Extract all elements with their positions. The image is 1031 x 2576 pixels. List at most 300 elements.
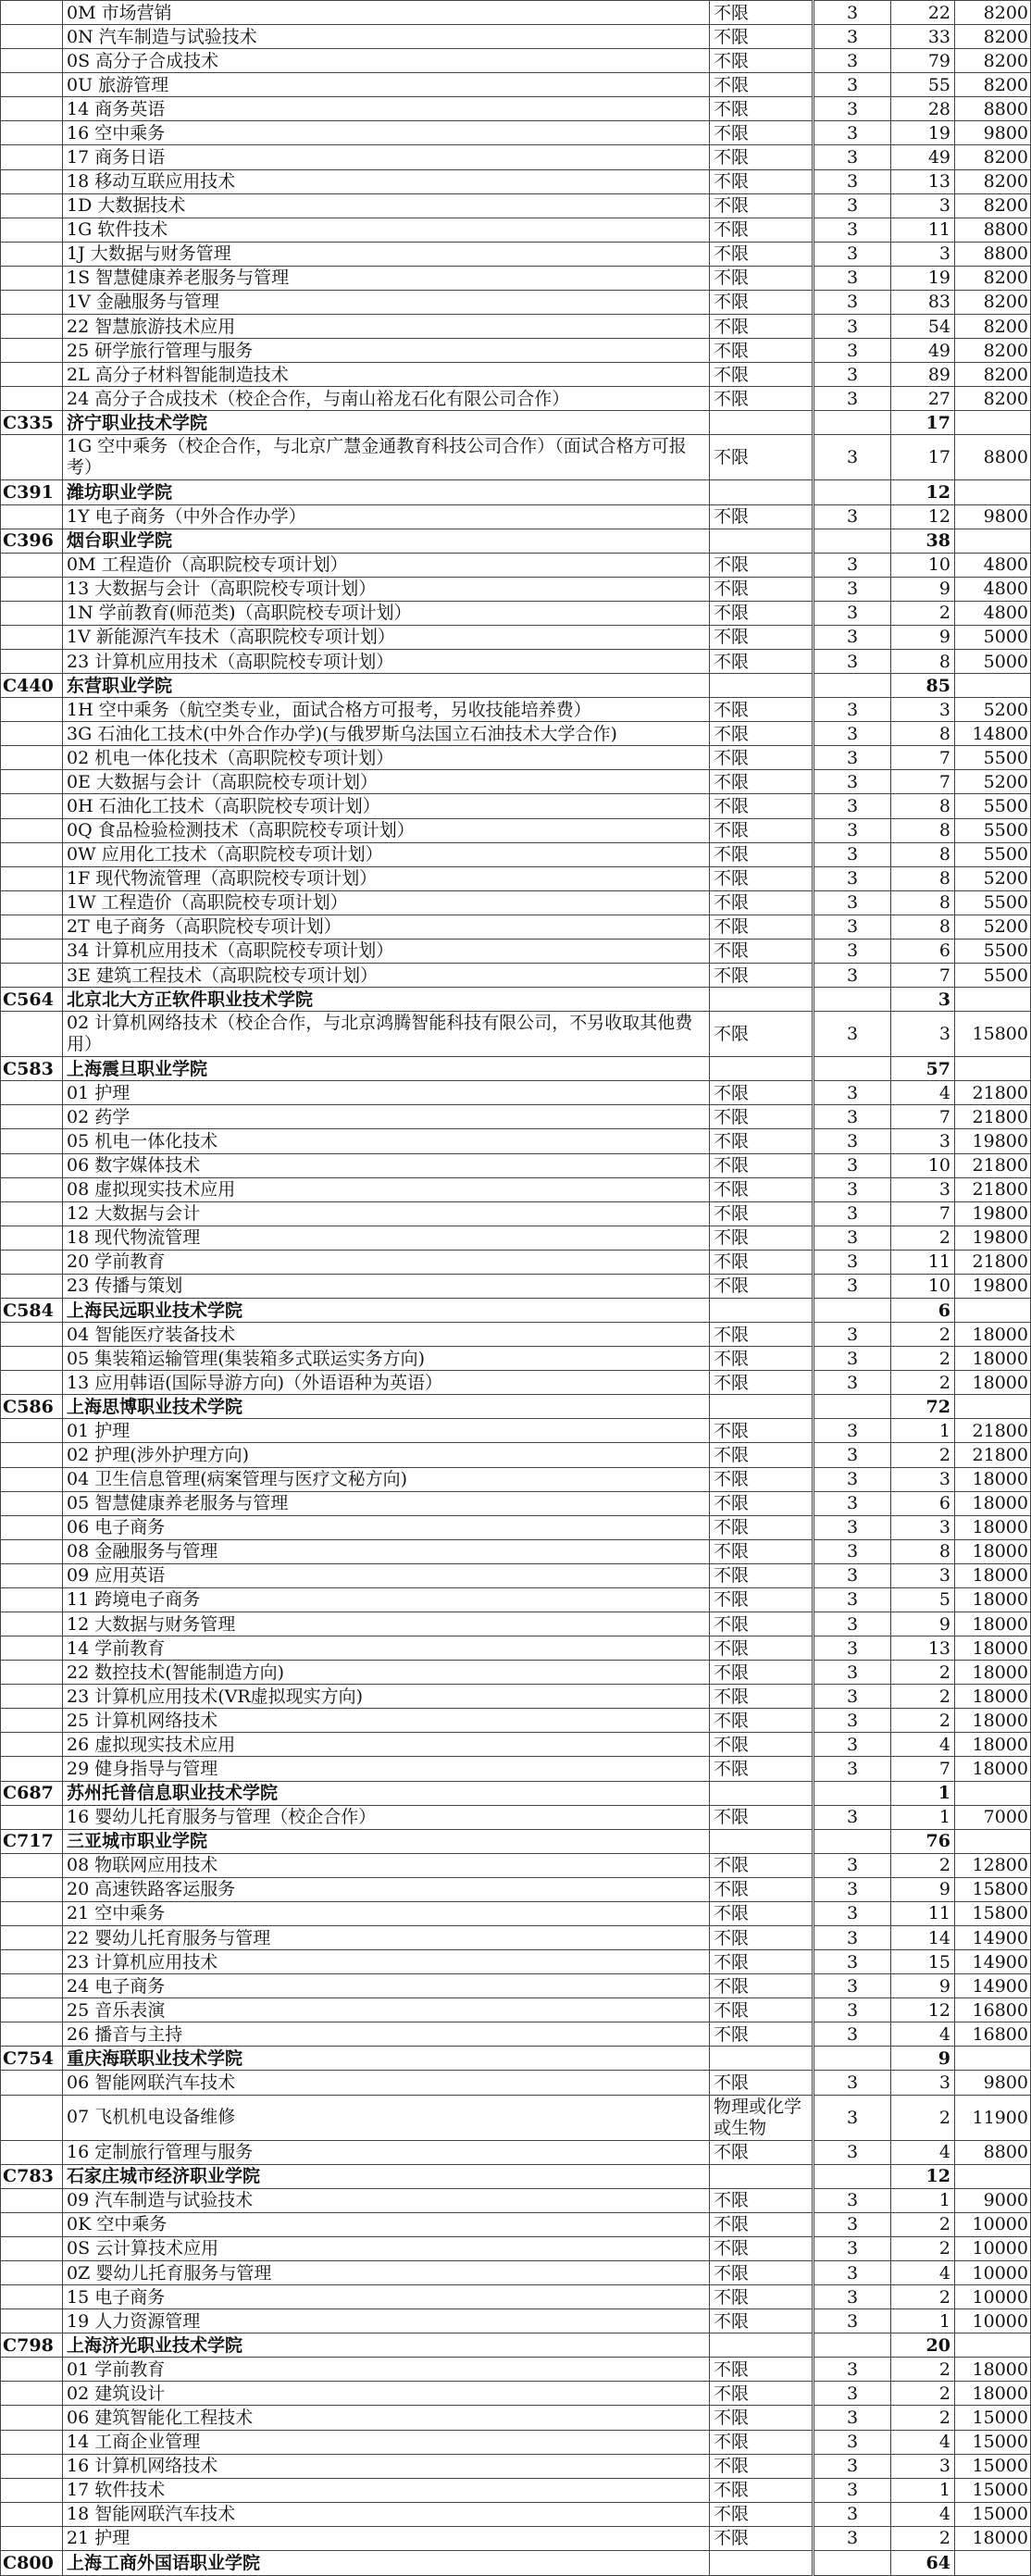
plan-count-cell: 8 xyxy=(891,722,955,746)
program-name-cell: 13 大数据与会计（高职院校专项计划） xyxy=(63,577,710,601)
duration-years-cell: 3 xyxy=(814,1371,891,1395)
duration-years-cell xyxy=(814,529,891,553)
plan-count-cell: 2 xyxy=(891,2358,955,2382)
tuition-fee-cell: 5500 xyxy=(955,842,1031,866)
subject-requirement-cell: 不限 xyxy=(710,2478,814,2502)
program-row xyxy=(1,625,1031,649)
tuition-fee-cell: 16800 xyxy=(955,2022,1031,2047)
program-row xyxy=(1,866,1031,890)
plan-count-cell: 2 xyxy=(891,1347,955,1371)
program-row xyxy=(1,1974,1031,1998)
subject-requirement-cell: 不限 xyxy=(710,1926,814,1950)
program-name-cell: 21 空中乘务 xyxy=(63,1901,710,1925)
plan-count-cell: 17 xyxy=(891,411,955,435)
subject-requirement-cell: 不限 xyxy=(710,1612,814,1636)
plan-count-cell: 13 xyxy=(891,169,955,193)
school-code-cell xyxy=(1,1443,63,1467)
school-code-cell xyxy=(1,818,63,842)
tuition-fee-cell: 18000 xyxy=(955,1733,1031,1757)
plan-count-cell: 4 xyxy=(891,2430,955,2454)
program-row xyxy=(1,290,1031,314)
subject-requirement-cell xyxy=(710,2164,814,2188)
program-row xyxy=(1,1998,1031,2022)
subject-requirement-cell: 不限 xyxy=(710,2406,814,2430)
program-name-cell: 12 大数据与会计 xyxy=(63,1201,710,1226)
duration-years-cell: 3 xyxy=(814,49,891,73)
subject-requirement-cell: 不限 xyxy=(710,1129,814,1153)
program-name-cell: 01 护理 xyxy=(63,1419,710,1443)
plan-count-cell: 1 xyxy=(891,1419,955,1443)
program-row xyxy=(1,2478,1031,2502)
tuition-fee-cell: 10000 xyxy=(955,2236,1031,2260)
duration-years-cell: 3 xyxy=(814,2260,891,2284)
program-row xyxy=(1,818,1031,842)
program-row xyxy=(1,601,1031,625)
subject-requirement-cell: 不限 xyxy=(710,1901,814,1925)
school-name-cell: 上海思博职业技术学院 xyxy=(63,1395,710,1419)
subject-requirement-cell: 不限 xyxy=(710,97,814,121)
school-code-cell xyxy=(1,242,63,266)
school-code-cell xyxy=(1,1274,63,1298)
school-name-cell: 石家庄城市经济职业学院 xyxy=(63,2164,710,2188)
duration-years-cell: 3 xyxy=(814,218,891,242)
program-row xyxy=(1,649,1031,673)
school-name-cell: 苏州托普信息职业技术学院 xyxy=(63,1781,710,1805)
duration-years-cell: 3 xyxy=(814,2382,891,2406)
school-code-cell xyxy=(1,1323,63,1347)
program-row xyxy=(1,1612,1031,1636)
plan-count-cell: 55 xyxy=(891,73,955,97)
program-row xyxy=(1,218,1031,242)
tuition-fee-cell: 19800 xyxy=(955,1201,1031,1226)
school-code-cell xyxy=(1,1515,63,1539)
tuition-fee-cell: 4800 xyxy=(955,601,1031,625)
subject-requirement-cell: 不限 xyxy=(710,1012,814,1057)
duration-years-cell xyxy=(814,1829,891,1853)
plan-count-cell: 8 xyxy=(891,915,955,939)
program-name-cell: 05 集装箱运输管理(集装箱多式联运实务方向) xyxy=(63,1347,710,1371)
duration-years-cell xyxy=(814,1298,891,1322)
program-row xyxy=(1,2454,1031,2478)
plan-count-cell: 54 xyxy=(891,315,955,339)
plan-count-cell: 3 xyxy=(891,988,955,1012)
plan-count-cell: 3 xyxy=(891,1563,955,1587)
tuition-fee-cell: 5500 xyxy=(955,818,1031,842)
plan-count-cell: 8 xyxy=(891,818,955,842)
plan-count-cell: 9 xyxy=(891,1974,955,1998)
subject-requirement-cell: 不限 xyxy=(710,2526,814,2550)
subject-requirement-cell: 不限 xyxy=(710,169,814,193)
plan-count-cell: 4 xyxy=(891,2140,955,2164)
program-row xyxy=(1,1926,1031,1950)
school-code-cell xyxy=(1,2502,63,2526)
plan-count-cell: 9 xyxy=(891,1612,955,1636)
program-name-cell: 23 计算机应用技术 xyxy=(63,1950,710,1974)
program-name-cell: 1F 现代物流管理（高职院校专项计划） xyxy=(63,866,710,890)
program-row xyxy=(1,2260,1031,2284)
program-row xyxy=(1,1685,1031,1709)
subject-requirement-cell: 不限 xyxy=(710,1757,814,1781)
duration-years-cell: 3 xyxy=(814,1685,891,1709)
tuition-fee-cell: 8800 xyxy=(955,242,1031,266)
tuition-fee-cell: 18000 xyxy=(955,2526,1031,2550)
program-name-cell: 05 机电一体化技术 xyxy=(63,1129,710,1153)
tuition-fee-cell: 18000 xyxy=(955,1661,1031,1685)
tuition-fee-cell: 8200 xyxy=(955,387,1031,411)
program-row xyxy=(1,1012,1031,1057)
school-code-cell xyxy=(1,2526,63,2550)
plan-count-cell: 19 xyxy=(891,266,955,290)
program-row xyxy=(1,2358,1031,2382)
duration-years-cell: 3 xyxy=(814,1563,891,1587)
school-code-cell xyxy=(1,339,63,363)
program-row xyxy=(1,193,1031,218)
school-code-cell xyxy=(1,169,63,193)
program-name-cell: 16 婴幼儿托育服务与管理（校企合作） xyxy=(63,1805,710,1829)
plan-count-cell: 3 xyxy=(891,2454,955,2478)
school-header-row xyxy=(1,674,1031,698)
program-row xyxy=(1,1,1031,25)
program-row xyxy=(1,121,1031,145)
duration-years-cell: 3 xyxy=(814,866,891,890)
subject-requirement-cell: 不限 xyxy=(710,145,814,169)
tuition-fee-cell xyxy=(955,1298,1031,1322)
duration-years-cell: 3 xyxy=(814,1757,891,1781)
duration-years-cell: 3 xyxy=(814,939,891,963)
plan-count-cell: 3 xyxy=(891,2071,955,2095)
duration-years-cell: 3 xyxy=(814,2478,891,2502)
duration-years-cell: 3 xyxy=(814,794,891,818)
plan-count-cell: 11 xyxy=(891,218,955,242)
plan-count-cell: 4 xyxy=(891,2260,955,2284)
school-name-cell: 重庆海联职业技术学院 xyxy=(63,2047,710,2071)
plan-count-cell: 1 xyxy=(891,1805,955,1829)
school-code-cell xyxy=(1,2406,63,2430)
program-name-cell: 16 定制旅行管理与服务 xyxy=(63,2140,710,2164)
subject-requirement-cell: 不限 xyxy=(710,315,814,339)
program-name-cell: 1S 智慧健康养老服务与管理 xyxy=(63,266,710,290)
program-name-cell: 2L 高分子材料智能制造技术 xyxy=(63,363,710,387)
tuition-fee-cell: 21800 xyxy=(955,1419,1031,1443)
program-name-cell: 22 数控技术(智能制造方向) xyxy=(63,1661,710,1685)
tuition-fee-cell: 8800 xyxy=(955,435,1031,480)
subject-requirement-cell: 不限 xyxy=(710,1563,814,1587)
program-row xyxy=(1,2382,1031,2406)
school-code-cell xyxy=(1,794,63,818)
program-name-cell: 25 音乐表演 xyxy=(63,1998,710,2022)
school-code-cell xyxy=(1,2188,63,2212)
program-name-cell: 22 婴幼儿托育服务与管理 xyxy=(63,1926,710,1950)
school-name-cell: 三亚城市职业学院 xyxy=(63,1829,710,1853)
subject-requirement-cell: 不限 xyxy=(710,1950,814,1974)
program-row xyxy=(1,1371,1031,1395)
duration-years-cell: 3 xyxy=(814,315,891,339)
tuition-fee-cell: 8200 xyxy=(955,290,1031,314)
plan-count-cell: 10 xyxy=(891,1274,955,1298)
duration-years-cell: 3 xyxy=(814,1105,891,1129)
plan-count-cell: 28 xyxy=(891,97,955,121)
program-row xyxy=(1,1515,1031,1539)
duration-years-cell: 3 xyxy=(814,1539,891,1563)
school-code-cell: C440 xyxy=(1,674,63,698)
program-name-cell: 23 计算机应用技术（高职院校专项计划） xyxy=(63,649,710,673)
program-name-cell: 1Y 电子商务（中外合作办学） xyxy=(63,504,710,529)
subject-requirement-cell: 不限 xyxy=(710,601,814,625)
plan-count-cell: 20 xyxy=(891,2333,955,2358)
program-name-cell: 1W 工程造价（高职院校专项计划） xyxy=(63,890,710,915)
school-code-cell xyxy=(1,2095,63,2140)
program-name-cell: 0W 应用化工技术（高职院校专项计划） xyxy=(63,842,710,866)
subject-requirement-cell: 不限 xyxy=(710,1877,814,1901)
plan-count-cell: 12 xyxy=(891,1998,955,2022)
school-code-cell xyxy=(1,49,63,73)
school-header-row xyxy=(1,988,1031,1012)
program-row xyxy=(1,1274,1031,1298)
program-row xyxy=(1,387,1031,411)
school-code-cell xyxy=(1,770,63,794)
plan-count-cell: 89 xyxy=(891,363,955,387)
program-name-cell: 18 智能网联汽车技术 xyxy=(63,2502,710,2526)
tuition-fee-cell xyxy=(955,988,1031,1012)
duration-years-cell: 3 xyxy=(814,625,891,649)
plan-count-cell: 3 xyxy=(891,1467,955,1491)
subject-requirement-cell: 不限 xyxy=(710,193,814,218)
tuition-fee-cell: 18000 xyxy=(955,1467,1031,1491)
school-code-cell xyxy=(1,121,63,145)
duration-years-cell: 3 xyxy=(814,1250,891,1274)
subject-requirement-cell xyxy=(710,1781,814,1805)
subject-requirement-cell xyxy=(710,480,814,504)
program-row xyxy=(1,1491,1031,1515)
program-row xyxy=(1,2188,1031,2212)
program-name-cell: 19 人力资源管理 xyxy=(63,2309,710,2333)
plan-count-cell: 1 xyxy=(891,2309,955,2333)
tuition-fee-cell: 9000 xyxy=(955,2188,1031,2212)
plan-count-cell: 12 xyxy=(891,504,955,529)
program-row xyxy=(1,1250,1031,1274)
subject-requirement-cell: 不限 xyxy=(710,2285,814,2309)
plan-count-cell: 33 xyxy=(891,25,955,49)
program-name-cell: 1V 新能源汽车技术（高职院校专项计划） xyxy=(63,625,710,649)
tuition-fee-cell xyxy=(955,1057,1031,1081)
program-name-cell: 05 智慧健康养老服务与管理 xyxy=(63,1491,710,1515)
duration-years-cell: 3 xyxy=(814,1709,891,1733)
program-name-cell: 02 护理(涉外护理方向) xyxy=(63,1443,710,1467)
program-row xyxy=(1,49,1031,73)
program-name-cell: 14 工商企业管理 xyxy=(63,2430,710,2454)
program-row xyxy=(1,169,1031,193)
plan-count-cell: 49 xyxy=(891,339,955,363)
program-name-cell: 20 高速铁路客运服务 xyxy=(63,1877,710,1901)
program-row xyxy=(1,1950,1031,1974)
plan-count-cell: 13 xyxy=(891,1636,955,1661)
program-name-cell: 23 传播与策划 xyxy=(63,1274,710,1298)
program-name-cell: 08 物联网应用技术 xyxy=(63,1853,710,1877)
subject-requirement-cell: 不限 xyxy=(710,842,814,866)
plan-count-cell: 85 xyxy=(891,674,955,698)
school-code-cell xyxy=(1,1371,63,1395)
school-code-cell xyxy=(1,842,63,866)
program-name-cell: 18 移动互联应用技术 xyxy=(63,169,710,193)
plan-count-cell: 1 xyxy=(891,2188,955,2212)
subject-requirement-cell: 不限 xyxy=(710,2358,814,2382)
duration-years-cell: 3 xyxy=(814,2022,891,2047)
tuition-fee-cell: 8200 xyxy=(955,145,1031,169)
duration-years-cell: 3 xyxy=(814,1612,891,1636)
school-code-cell xyxy=(1,1226,63,1250)
school-code-cell xyxy=(1,1105,63,1129)
school-code-cell xyxy=(1,1539,63,1563)
duration-years-cell: 3 xyxy=(814,722,891,746)
plan-count-cell: 2 xyxy=(891,1443,955,1467)
tuition-fee-cell: 8200 xyxy=(955,315,1031,339)
plan-count-cell: 6 xyxy=(891,1491,955,1515)
tuition-fee-cell: 9800 xyxy=(955,504,1031,529)
duration-years-cell xyxy=(814,480,891,504)
plan-count-cell: 8 xyxy=(891,794,955,818)
program-name-cell: 14 商务英语 xyxy=(63,97,710,121)
tuition-fee-cell: 9800 xyxy=(955,121,1031,145)
tuition-fee-cell: 21800 xyxy=(955,1105,1031,1129)
duration-years-cell: 3 xyxy=(814,121,891,145)
tuition-fee-cell: 18000 xyxy=(955,1491,1031,1515)
tuition-fee-cell xyxy=(955,480,1031,504)
plan-count-cell: 15 xyxy=(891,1950,955,1974)
duration-years-cell: 3 xyxy=(814,2454,891,2478)
program-name-cell: 1J 大数据与财务管理 xyxy=(63,242,710,266)
duration-years-cell: 3 xyxy=(814,2430,891,2454)
school-code-cell: C335 xyxy=(1,411,63,435)
school-code-cell: C687 xyxy=(1,1781,63,1805)
program-name-cell: 0K 空中乘务 xyxy=(63,2212,710,2236)
school-code-cell xyxy=(1,363,63,387)
program-row xyxy=(1,1201,1031,1226)
program-row xyxy=(1,1177,1031,1201)
subject-requirement-cell: 不限 xyxy=(710,1853,814,1877)
duration-years-cell: 3 xyxy=(814,698,891,722)
program-name-cell: 09 汽车制造与试验技术 xyxy=(63,2188,710,2212)
subject-requirement-cell: 不限 xyxy=(710,553,814,577)
duration-years-cell: 3 xyxy=(814,1467,891,1491)
plan-count-cell: 64 xyxy=(891,2550,955,2575)
tuition-fee-cell: 4800 xyxy=(955,553,1031,577)
duration-years-cell xyxy=(814,2550,891,2575)
plan-count-cell: 8 xyxy=(891,1539,955,1563)
plan-count-cell: 2 xyxy=(891,1371,955,1395)
plan-count-cell: 4 xyxy=(891,1733,955,1757)
school-code-cell xyxy=(1,387,63,411)
duration-years-cell: 3 xyxy=(814,1347,891,1371)
duration-years-cell: 3 xyxy=(814,2071,891,2095)
program-name-cell: 17 商务日语 xyxy=(63,145,710,169)
school-code-cell xyxy=(1,1877,63,1901)
duration-years-cell: 3 xyxy=(814,339,891,363)
tuition-fee-cell xyxy=(955,2550,1031,2575)
school-code-cell xyxy=(1,2430,63,2454)
program-name-cell: 09 应用英语 xyxy=(63,1563,710,1587)
plan-count-cell: 7 xyxy=(891,1201,955,1226)
tuition-fee-cell: 19800 xyxy=(955,1226,1031,1250)
tuition-fee-cell: 15000 xyxy=(955,2430,1031,2454)
program-row xyxy=(1,1419,1031,1443)
school-name-cell: 上海震旦职业学院 xyxy=(63,1057,710,1081)
duration-years-cell: 3 xyxy=(814,1323,891,1347)
school-header-row xyxy=(1,529,1031,553)
program-row xyxy=(1,1347,1031,1371)
program-row xyxy=(1,794,1031,818)
school-header-row xyxy=(1,411,1031,435)
school-code-cell: C391 xyxy=(1,480,63,504)
program-row xyxy=(1,1081,1031,1105)
program-row xyxy=(1,577,1031,601)
duration-years-cell: 3 xyxy=(814,1,891,25)
program-name-cell: 24 电子商务 xyxy=(63,1974,710,1998)
school-name-cell: 上海工商外国语职业学院 xyxy=(63,2550,710,2575)
tuition-fee-cell xyxy=(955,2164,1031,2188)
duration-years-cell: 3 xyxy=(814,1274,891,1298)
school-code-cell: C583 xyxy=(1,1057,63,1081)
program-name-cell: 0U 旅游管理 xyxy=(63,73,710,97)
subject-requirement-cell: 不限 xyxy=(710,577,814,601)
program-row xyxy=(1,435,1031,480)
subject-requirement-cell: 不限 xyxy=(710,2502,814,2526)
plan-count-cell: 2 xyxy=(891,1661,955,1685)
program-name-cell: 1V 金融服务与管理 xyxy=(63,290,710,314)
program-row xyxy=(1,504,1031,529)
program-row xyxy=(1,698,1031,722)
duration-years-cell: 3 xyxy=(814,553,891,577)
tuition-fee-cell: 18000 xyxy=(955,1612,1031,1636)
plan-count-cell: 9 xyxy=(891,625,955,649)
subject-requirement-cell: 不限 xyxy=(710,1661,814,1685)
program-row xyxy=(1,1661,1031,1685)
subject-requirement-cell: 不限 xyxy=(710,25,814,49)
program-name-cell: 16 空中乘务 xyxy=(63,121,710,145)
subject-requirement-cell: 不限 xyxy=(710,363,814,387)
program-name-cell: 0M 工程造价（高职院校专项计划） xyxy=(63,553,710,577)
school-header-row xyxy=(1,1781,1031,1805)
program-name-cell: 18 现代物流管理 xyxy=(63,1226,710,1250)
program-name-cell: 04 卫生信息管理(病案管理与医疗文秘方向) xyxy=(63,1467,710,1491)
school-code-cell xyxy=(1,1,63,25)
school-code-cell xyxy=(1,915,63,939)
tuition-fee-cell: 4800 xyxy=(955,577,1031,601)
school-code-cell xyxy=(1,2285,63,2309)
program-name-cell: 34 计算机应用技术（高职院校专项计划） xyxy=(63,939,710,963)
plan-count-cell: 8 xyxy=(891,649,955,673)
program-name-cell: 22 智慧旅游技术应用 xyxy=(63,315,710,339)
school-header-row xyxy=(1,480,1031,504)
tuition-fee-cell xyxy=(955,529,1031,553)
subject-requirement-cell xyxy=(710,1829,814,1853)
tuition-fee-cell: 18000 xyxy=(955,1371,1031,1395)
plan-count-cell: 11 xyxy=(891,1901,955,1925)
subject-requirement-cell: 不限 xyxy=(710,746,814,770)
plan-count-cell: 3 xyxy=(891,193,955,218)
school-header-row xyxy=(1,2047,1031,2071)
program-row xyxy=(1,2236,1031,2260)
duration-years-cell: 3 xyxy=(814,2140,891,2164)
program-row xyxy=(1,1539,1031,1563)
duration-years-cell: 3 xyxy=(814,1153,891,1177)
school-code-cell xyxy=(1,1926,63,1950)
duration-years-cell: 3 xyxy=(814,25,891,49)
duration-years-cell xyxy=(814,1781,891,1805)
program-name-cell: 0E 大数据与会计（高职院校专项计划） xyxy=(63,770,710,794)
school-code-cell xyxy=(1,73,63,97)
school-code-cell xyxy=(1,290,63,314)
duration-years-cell: 3 xyxy=(814,2502,891,2526)
